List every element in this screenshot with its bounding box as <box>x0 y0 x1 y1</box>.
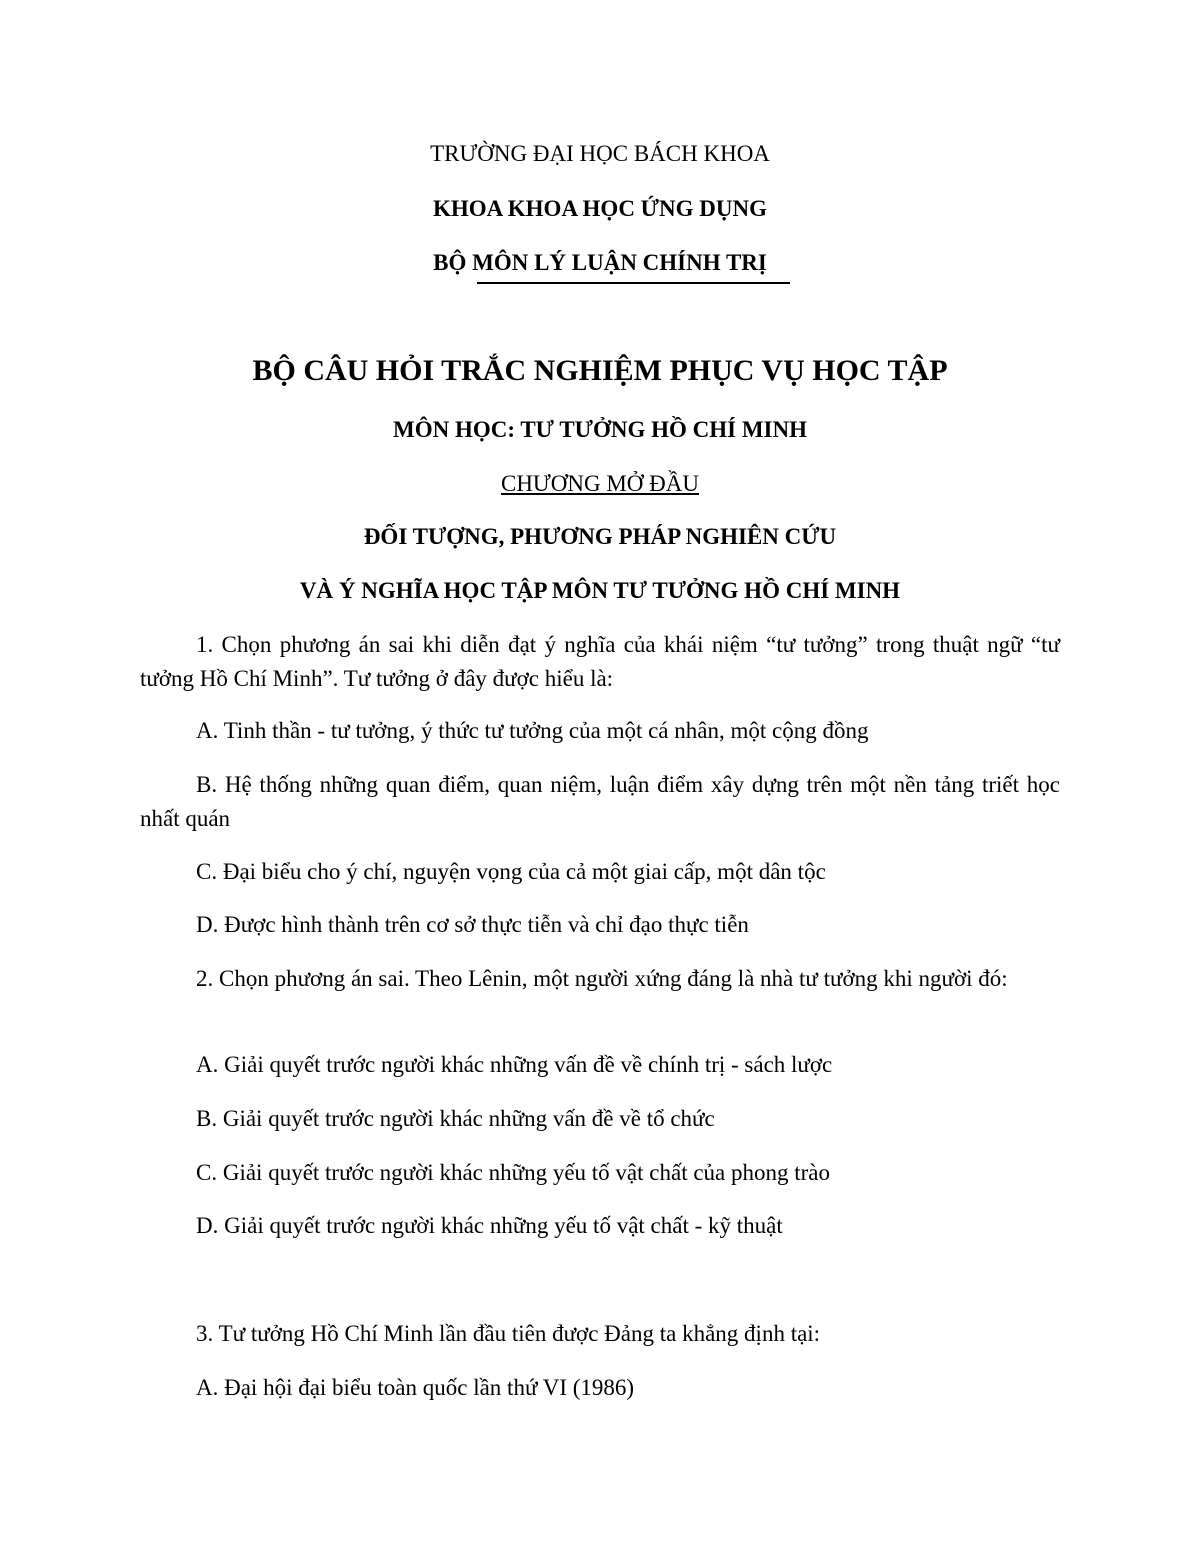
question-2-option-d: D. Giải quyết trước người khác những yếu tố vật chất - kỹ thuật <box>196 1213 783 1238</box>
question-1-option-c: C. Đại biểu cho ý chí, nguyện vọng của cả một giai cấp, một dân tộc <box>196 859 826 884</box>
document-title: BỘ CÂU HỎI TRẮC NGHIỆM PHỤC VỤ HỌC TẬP <box>252 354 948 387</box>
chapter-heading <box>0 471 1200 497</box>
department-underline <box>477 282 790 284</box>
question-1-option-a: A. Tinh thần - tư tưởng, ý thức tư tưởng của một cá nhân, một cộng đồng <box>196 718 869 743</box>
university-name: TRƯỜNG ĐẠI HỌC BÁCH KHOA <box>430 141 770 166</box>
question-1-text: 1. Chọn phương án sai khi diễn đạt ý nghĩa của khái niệm “tư tưởng” trong thuật ngữ “tư tưởng Hồ Chí Minh”. Tư tưởng ở đây được hiểu là: <box>140 632 1060 691</box>
question-2-option-a: A. Giải quyết trước người khác những vấn đề về chính trị - sách lược <box>196 1052 833 1077</box>
faculty-name: KHOA KHOA HỌC ỨNG DỤNG <box>433 196 767 221</box>
question-2-option-b: B. Giải quyết trước người khác những vấn đề về tổ chức <box>196 1106 715 1131</box>
chapter-title-line-2: VÀ Ý NGHĨA HỌC TẬP MÔN TƯ TƯỞNG HỒ CHÍ MINH <box>299 578 901 603</box>
question-3-option-a: A. Đại hội đại biểu toàn quốc lần thứ VI (1986) <box>196 1375 635 1400</box>
question-1-option-b: B. Hệ thống những quan điểm, quan niệm, luận điểm xây dựng trên một nền tảng triết học nhất quán <box>140 772 1060 831</box>
department-name: BỘ MÔN LÝ LUẬN CHÍNH TRỊ <box>433 250 767 275</box>
question-3-text: 3. Tư tưởng Hồ Chí Minh lần đầu tiên được Đảng ta khẳng định tại: <box>196 1321 821 1346</box>
question-2-text: 2. Chọn phương án sai. Theo Lênin, một người xứng đáng là nhà tư tưởng khi người đó: <box>196 966 1008 991</box>
question-1-option-d: D. Được hình thành trên cơ sở thực tiễn và chỉ đạo thực tiễn <box>196 912 749 937</box>
question-2-option-c: C. Giải quyết trước người khác những yếu tố vật chất của phong trào <box>196 1160 831 1185</box>
chapter-title-line-1: ĐỐI TƯỢNG, PHƯƠNG PHÁP NGHIÊN CỨU <box>363 524 837 549</box>
department-line <box>0 250 1200 276</box>
subject-heading: MÔN HỌC: TƯ TƯỞNG HỒ CHÍ MINH <box>393 417 807 442</box>
chapter-label: CHƯƠNG MỞ ĐẦU <box>500 471 699 496</box>
